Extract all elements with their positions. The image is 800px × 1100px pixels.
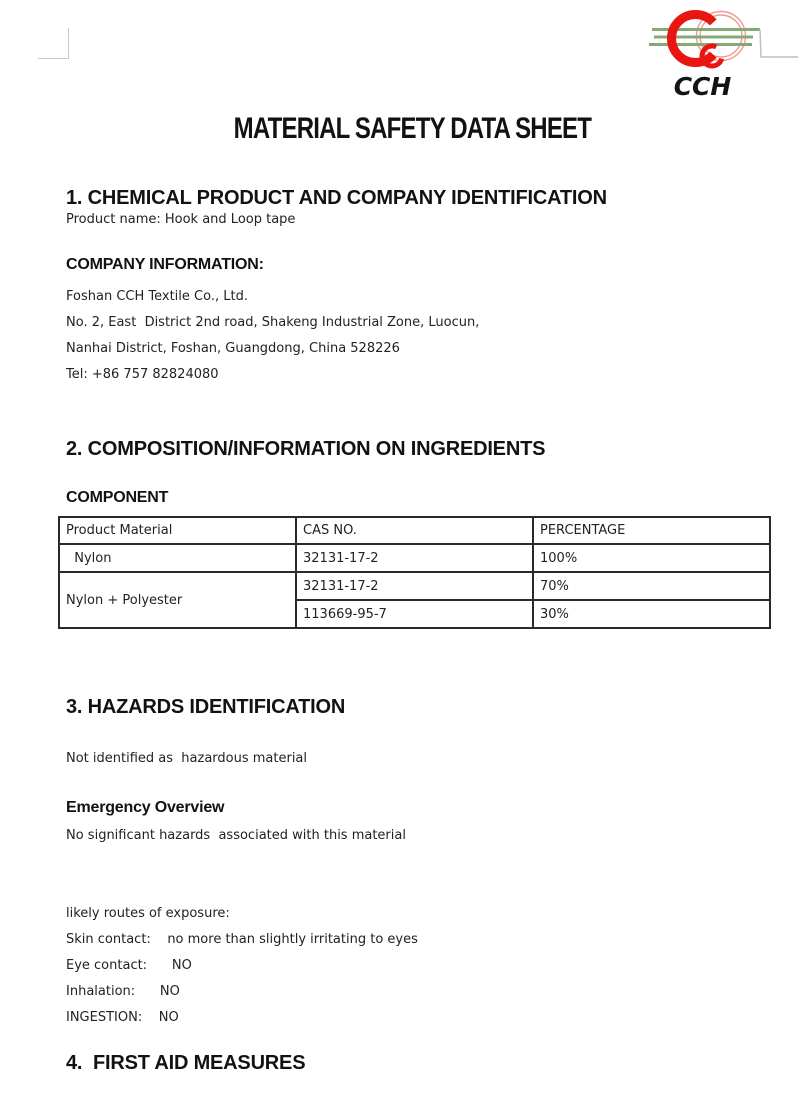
table-header-row [59,517,770,544]
inhalation-line: Inhalation: NO [66,984,180,999]
exposure-intro-line: likely routes of exposure: [66,906,230,921]
header-percentage: PERCENTAGE [533,517,770,544]
section2-heading: 2. COMPOSITION/INFORMATION ON INGREDIENTS [66,438,546,460]
company-address-line-2: Nanhai District, Foshan, Guangdong, China 528226 [66,341,400,356]
cch-logo-wordmark: CCH [673,72,732,101]
section1-heading: 1. CHEMICAL PRODUCT AND COMPANY IDENTIFICATION [66,187,607,209]
cell-cas: 113669-95-7 [296,600,533,628]
company-name-line: Foshan CCH Textile Co., Ltd. [66,289,248,304]
header-product-material: Product Material [59,517,296,544]
cell-percentage: 70% [533,572,770,600]
component-label: COMPONENT [66,489,169,506]
cell-cas: 32131-17-2 [296,544,533,572]
margin-corner-mark [38,28,69,59]
cch-logo-icon [640,6,800,74]
emergency-overview-heading: Emergency Overview [66,799,225,816]
document-title-text: MATERIAL SAFETY DATA SHEET [233,112,592,145]
document-title [0,112,800,146]
header-cas-no: CAS NO. [296,517,533,544]
cell-material: Nylon + Polyester [59,572,296,628]
composition-table [58,516,771,629]
eye-contact-line: Eye contact: NO [66,958,192,973]
company-phone-line: Tel: +86 757 82824080 [66,367,219,382]
cell-cas: 32131-17-2 [296,572,533,600]
table-row [59,544,770,572]
table-row [59,572,770,600]
cell-material: Nylon [59,544,296,572]
ingestion-line: INGESTION: NO [66,1010,179,1025]
company-information-heading: COMPANY INFORMATION: [66,256,264,273]
company-address-line-1: No. 2, East District 2nd road, Shakeng Industrial Zone, Luocun, [66,315,480,330]
section3-heading: 3. HAZARDS IDENTIFICATION [66,696,346,718]
skin-contact-line: Skin contact: no more than slightly irritating to eyes [66,932,418,947]
emergency-overview-text: No significant hazards associated with this material [66,828,406,843]
cell-percentage: 30% [533,600,770,628]
cell-percentage: 100% [533,544,770,572]
company-info-block [66,284,479,388]
hazard-statement: Not identified as hazardous material [66,751,308,766]
section4-heading: 4. FIRST AID MEASURES [66,1052,306,1074]
product-name-line: Product name: Hook and Loop tape [66,212,296,227]
exposure-routes-block [66,901,418,1031]
